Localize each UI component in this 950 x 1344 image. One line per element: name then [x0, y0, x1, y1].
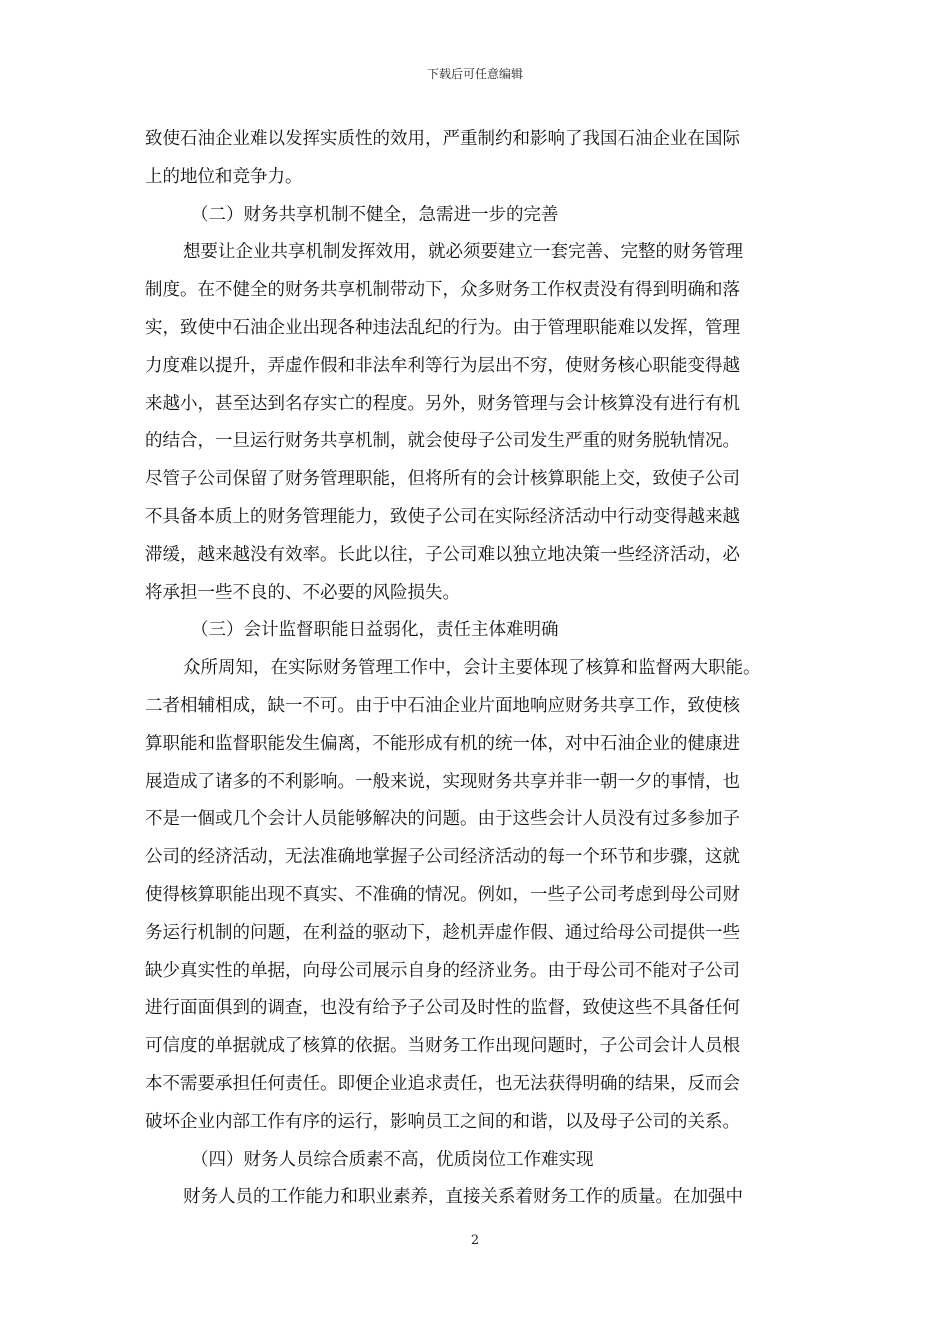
document-body [145, 121, 807, 1217]
paragraph-line: 力度难以提升，弄虚作假和非法牟利等行为层出不穷，使财务核心职能变得越 [145, 355, 740, 376]
paragraph-line: 来越小，甚至达到名存实亡的程度。另外，财务管理与会计核算没有进行有机 [145, 393, 740, 414]
paragraph-line: 使得核算职能出现不真实、不准确的情况。例如，一些子公司考虑到母公司财 [145, 884, 740, 905]
paragraph-line: 务运行机制的问题，在利益的驱动下，趁机弄虚作假、通过给母公司提供一些 [145, 922, 740, 943]
page-header: 下载后可任意编辑 [426, 67, 523, 81]
paragraph-line: 尽管子公司保留了财务管理职能，但将所有的会计核算职能上交，致使子公司 [145, 469, 740, 490]
paragraph-line: 二者相辅相成，缺一不可。由于中石油企业片面地响应财务共享工作，致使核 [145, 695, 740, 716]
paragraph-line: 缺少真实性的单据，向母公司展示自身的经济业务。由于母公司不能对子公司 [145, 960, 740, 981]
paragraph-line: 滞缓，越来越没有效率。长此以往，子公司难以独立地决策一些经济活动，必 [145, 544, 740, 565]
paragraph-line: 算职能和监督职能发生偏离，不能形成有机的统一体，对中石油企业的健康进 [145, 733, 740, 754]
paragraph-line: 进行面面俱到的调查，也没有给予子公司及时性的监督，致使这些不具备任何 [145, 998, 740, 1019]
paragraph-line: 财务人员的工作能力和职业素养，直接关系着财务工作的质量。在加强中 [183, 1187, 743, 1208]
paragraph-line: 不具备本质上的财务管理能力，致使子公司在实际经济活动中行动变得越来越 [145, 506, 740, 527]
paragraph-line: 破坏企业内部工作有序的运行，影响员工之间的和谐，以及母子公司的关系。 [145, 1111, 740, 1132]
section-heading: （四）财务人员综合质素不高，优质岗位工作难实现 [191, 1149, 594, 1170]
page-number: 2 [470, 1233, 480, 1248]
paragraph-line: 制度。在不健全的财务共享机制带动下，众多财务工作权责没有得到明确和落 [145, 280, 740, 301]
paragraph-line: 众所周知，在实际财务管理工作中，会计主要体现了核算和监督两大职能。 [183, 658, 761, 679]
paragraph-line: 的结合，一旦运行财务共享机制，就会使母子公司发生严重的财务脱轨情况。 [145, 431, 740, 452]
paragraph-line: 展造成了诸多的不利影响。一般来说，实现财务共享并非一朝一夕的事情，也 [145, 771, 740, 792]
paragraph-line: 将承担一些不良的、不必要的风险损失。 [145, 582, 460, 603]
section-heading: （二）财务共享机制不健全，急需进一步的完善 [191, 204, 559, 225]
paragraph-line: 实，致使中石油企业出现各种违法乱纪的行为。由于管理职能难以发挥，管理 [145, 317, 740, 338]
paragraph-line: 本不需要承担任何责任。即便企业追求责任，也无法获得明确的结果，反而会 [145, 1073, 740, 1094]
paragraph-line: 可信度的单据就成了核算的依据。当财务工作出现问题时，子公司会计人员根 [145, 1036, 740, 1057]
paragraph-line: 上的地位和竞争力。 [145, 166, 303, 187]
section-heading: （三）会计监督职能日益弱化，责任主体难明确 [191, 620, 559, 641]
paragraph-line: 公司的经济活动，无法准确地掌握子公司经济活动的每一个环节和步骤，这就 [145, 847, 740, 868]
paragraph-line: 不是一個或几个会计人员能够解决的问题。由于这些会计人员没有过多参加子 [145, 809, 740, 830]
paragraph-line: 致使石油企业难以发挥实质性的效用，严重制约和影响了我国石油企业在国际 [145, 129, 740, 149]
paragraph-line: 想要让企业共享机制发挥效用，就必须要建立一套完善、完整的财务管理 [183, 242, 743, 263]
